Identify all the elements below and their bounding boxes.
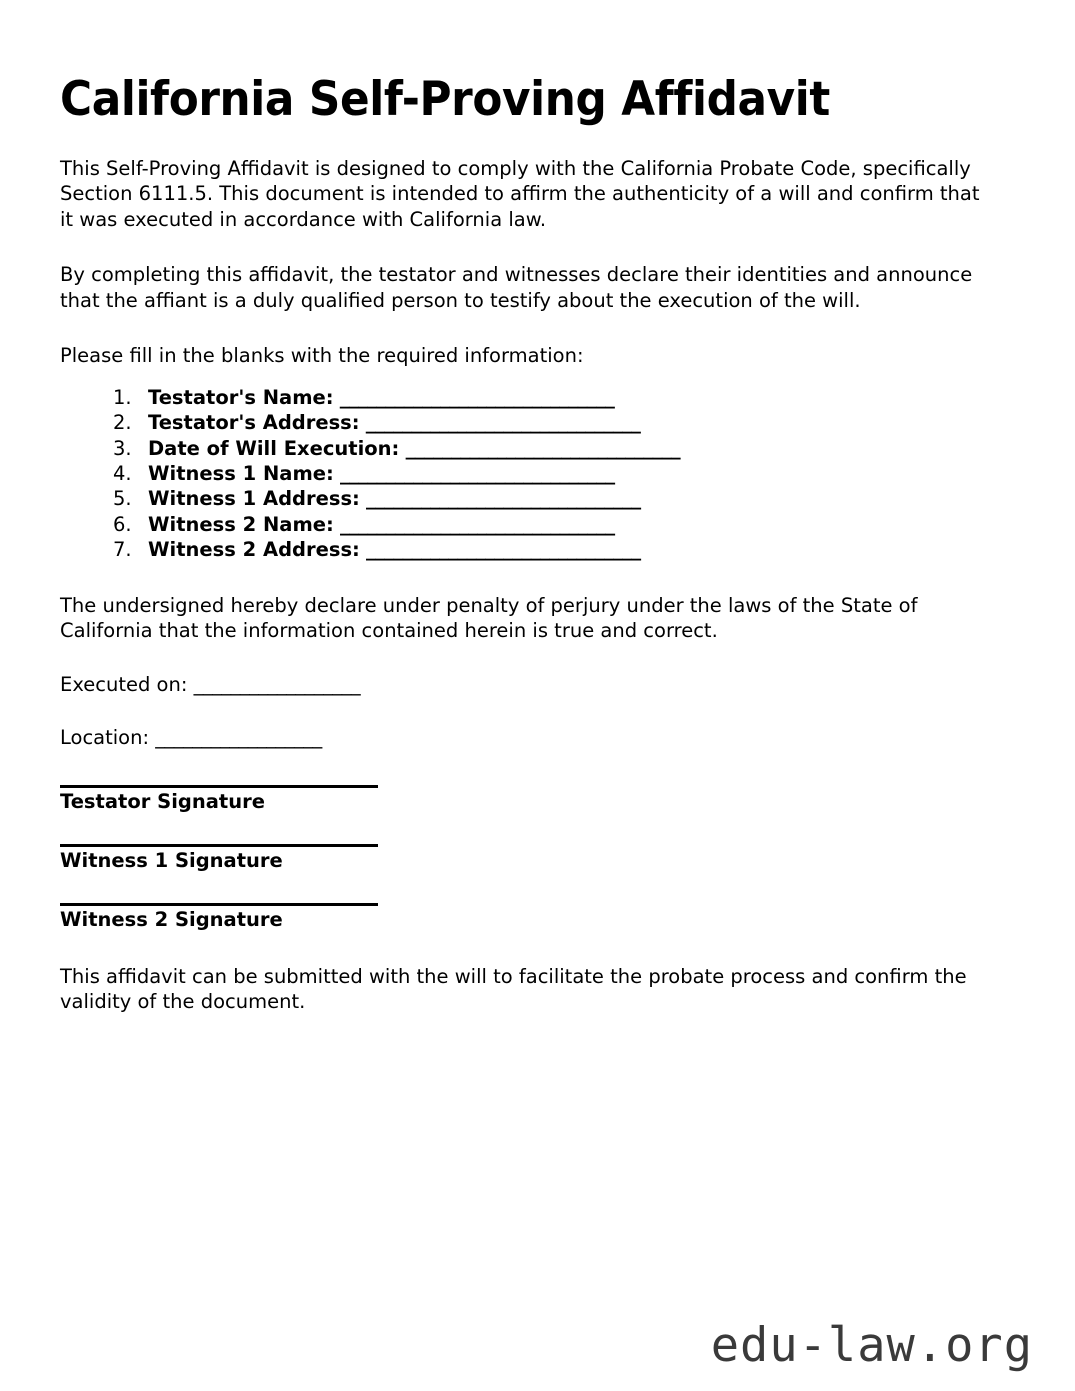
executed-on-label: Executed on: (60, 672, 188, 696)
page-title: California Self-Proving Affidavit (60, 72, 830, 127)
field-blank-line[interactable]: ______________________________ (340, 512, 615, 536)
field-label: Witness 1 Address: (148, 487, 360, 511)
intro-paragraph-1: This Self-Proving Affidavit is designed to comply with the California Probate Code, specifically Section 6111.5. This document is intended to affirm the authenticity of a will and confirm that it was executed in accordance with California law. (60, 156, 980, 231)
list-item (60, 537, 1015, 562)
list-item (60, 461, 1015, 486)
signature-line[interactable] (60, 785, 378, 788)
list-item (60, 410, 1015, 435)
signature-block-witness-2 (60, 873, 1015, 932)
field-blank-line[interactable]: ______________________________ (366, 487, 641, 511)
field-label: Testator's Address: (148, 411, 360, 435)
list-item (60, 486, 1015, 511)
signature-block-witness-1 (60, 814, 1015, 873)
signature-line[interactable] (60, 844, 378, 847)
field-blank-line[interactable]: ______________________________ (365, 411, 641, 435)
field-blank-line[interactable]: ______________________________ (366, 538, 641, 562)
declaration-paragraph: The undersigned hereby declare under penalty of perjury under the laws of the State of California that the information contained herein is true and correct. (60, 593, 918, 643)
list-item (60, 512, 1015, 537)
list-item (60, 385, 1015, 410)
site-watermark: edu-law.org (710, 1318, 1033, 1373)
signature-line[interactable] (60, 903, 378, 906)
field-label: Witness 1 Name: (148, 461, 334, 485)
field-blank-line[interactable]: ______________________________ (339, 385, 615, 409)
executed-on-blank[interactable]: __________________ (193, 672, 361, 696)
intro-paragraph-2: By completing this affidavit, the testator and witnesses declare their identities and announce that the affiant is a duly qualified person to testify about the execution of the will. (60, 263, 973, 312)
signature-label: Witness 1 Signature (60, 848, 283, 872)
closing-paragraph: This affidavit can be submitted with the will to facilitate the probate process and confirm the validity of the document. (60, 964, 967, 1014)
field-label: Witness 2 Name: (148, 512, 334, 536)
location-blank[interactable]: __________________ (155, 726, 322, 750)
signature-label: Witness 2 Signature (60, 907, 283, 931)
field-label: Testator's Name: (148, 385, 334, 409)
signature-block-testator (60, 751, 1015, 814)
location-row (60, 697, 1015, 751)
field-blank-line[interactable]: ______________________________ (340, 461, 615, 485)
location-label: Location: (60, 726, 150, 750)
field-label: Date of Will Execution: (148, 436, 400, 460)
fields-list (60, 369, 1015, 563)
signature-label: Testator Signature (60, 789, 265, 813)
instruction-text: Please fill in the blanks with the required information: (60, 344, 584, 368)
field-blank-line[interactable]: ______________________________ (405, 436, 681, 460)
list-item (60, 436, 1015, 461)
executed-on-row (60, 644, 1015, 698)
field-label: Witness 2 Address: (148, 538, 360, 562)
